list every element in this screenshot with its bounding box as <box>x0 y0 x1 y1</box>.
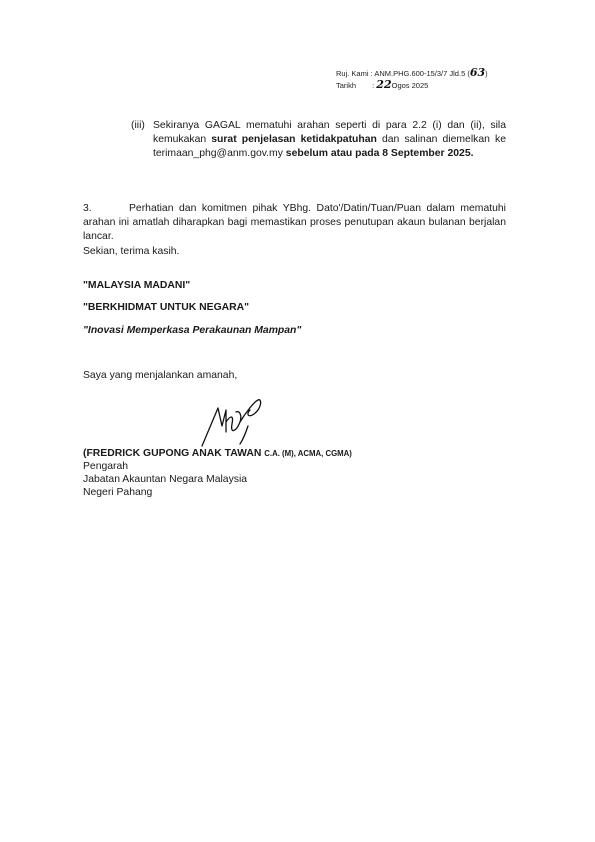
paragraph-3 <box>83 202 506 244</box>
paragraph-3-text: Perhatian dan komitmen pihak YBhg. Dato'/Datin/Tuan/Puan dalam mematuhi arahan ini amatlah diharapkan bagi memastikan proses penutupan akaun bulanan berjalan lancar. <box>83 203 506 242</box>
signature <box>196 392 276 452</box>
signatory-block <box>83 447 463 499</box>
reference-block <box>336 67 526 91</box>
signatory-department: Jabatan Akauntan Negara Malaysia <box>83 474 248 485</box>
item-iii-number: (iii) <box>131 120 145 131</box>
signatory-state: Negeri Pahang <box>83 487 153 498</box>
date-handwritten-day: 22 <box>376 78 392 91</box>
item-iii-text: Sekiranya GAGAL mematuhi arahan seperti di para 2.2 (i) dan (ii), sila kemukakan surat penjelasan ketidakpatuhan dan salinan diemelkan ke terimaan_phg@anm.gov.my sebelum atau pada 8 September 2025. <box>153 120 506 159</box>
signatory-credentials: C.A. (M), ACMA, CGMA) <box>264 449 352 458</box>
motto-inovasi: "Inovasi Memperkasa Perakaunan Mampan" <box>83 325 302 336</box>
reference-date: Tarikh : 22Ogos 2025 <box>336 78 429 91</box>
signatory-name-line <box>83 447 463 460</box>
paragraph-3-number: 3. <box>83 203 92 214</box>
reference-handwritten-number: 63 <box>469 66 486 79</box>
item-iii <box>131 119 506 161</box>
reference-number: Ruj. Kami : ANM.PHG.600-15/3/7 Jld.5 (63) <box>336 66 488 79</box>
motto-berkhidmat: "BERKHIDMAT UNTUK NEGARA" <box>83 302 250 313</box>
signatory-name: (FREDRICK GUPONG ANAK TAWAN <box>83 448 262 459</box>
closing-text: Sekian, terima kasih. <box>83 246 180 257</box>
sign-off-text: Saya yang menjalankan amanah, <box>83 370 238 381</box>
signatory-title: Pengarah <box>83 461 129 472</box>
motto-malaysia-madani: "MALAYSIA MADANI" <box>83 280 191 291</box>
